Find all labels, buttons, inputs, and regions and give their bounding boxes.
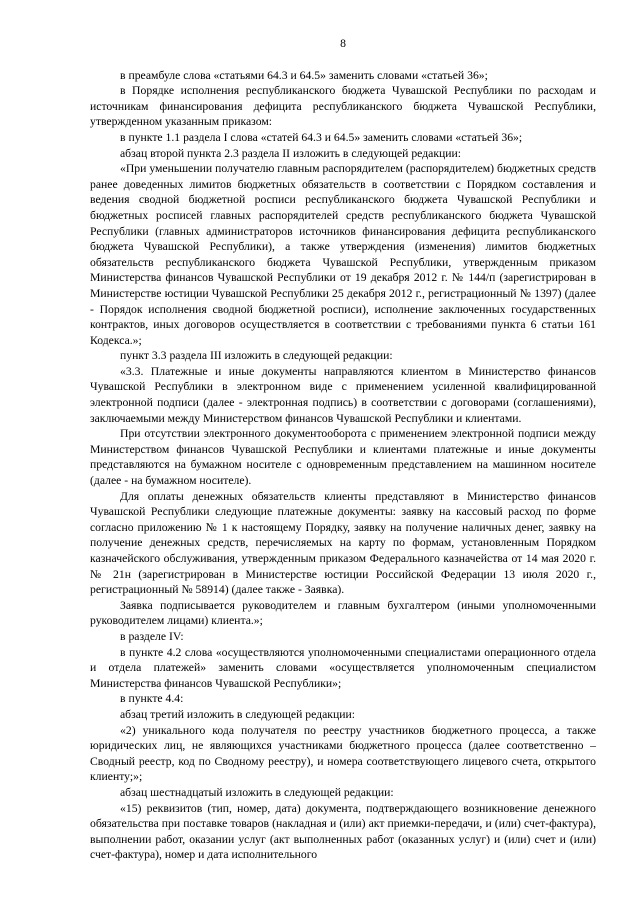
paragraph: «При уменьшении получателю главным распорядителем (распорядителем) бюджетных средств ранее доведенных лимитов бюджетных обязательств в соответствии с Порядком составления и ведения сводной бюджетной росписи республиканского бюджета Чувашской Республики и бюджетных росписей главных распорядителей средств республиканского бюджета Чувашской Республики (главных администраторов источников финансирования дефицита республиканского бюджета Чувашской Республики), а также утверждения (изменения) лимитов бюджетных обязательств республиканского бюджета Чувашской Республики, утвержденным приказом Министерства финансов Чувашской Республики от 19 декабря 2012 г. № 144/п (зарегистрирован в Министерстве юстиции Чувашской Республики 25 декабря 2012 г., регистрационный № 1397) (далее - Порядок исполнения сводной бюджетной росписи), исполнение заключенных государственных контрактов, иных договоров осуществляется в соответствии с требованиями пункта 6 статьи 161 Кодекса.»; [90, 162, 596, 347]
paragraph: в преамбуле слова «статьями 64.3 и 64.5» заменить словами «статьей 36»; [120, 68, 488, 82]
paragraph: пункт 3.3 раздела III изложить в следующей редакции: [120, 349, 393, 363]
paragraph: абзац второй пункта 2.3 раздела II изложить в следующей редакции: [120, 146, 462, 160]
paragraph: в пункте 4.4: [120, 692, 184, 706]
paragraph: «15) реквизитов (тип, номер, дата) документа, подтверждающего возникновение денежного обязательства при поставке товаров (накладная и (или) акт приемки-передачи, и (или) счет-фактура), выполнении работ, оказании услуг (акт выполненных работ (оказанных услуг) и (или) счет и (или) счет-фактура), номер и дата исполнительного [90, 801, 596, 862]
paragraph: абзац третий изложить в следующей редакции: [120, 707, 355, 721]
paragraph: Заявка подписывается руководителем и главным бухгалтером (иными уполномоченными руководителем лицами) клиента.»; [90, 598, 596, 628]
paragraph: Для оплаты денежных обязательств клиенты представляют в Министерство финансов Чувашской Республики следующие платежные документы: заявку на кассовый расход по форме согласно приложению № 1 к настоящему Порядку, заявку на получение наличных денег, заявку на получение денежных средств, перечисляемых на карту по формам, установленным Порядком казначейского обслуживания, утвержденным приказом Федерального казначейства от 14 мая 2020 г. № 21н (зарегистрирован в Министерстве юстиции Российской Федерации 13 июля 2020 г., регистрационный № 58914) (далее также - Заявка). [90, 489, 596, 597]
paragraph: «2) уникального кода получателя по реестру участников бюджетного процесса, а также юридических лиц, не являющихся участниками бюджетного процесса (далее соответственно – Сводный реестр, код по Сводному реестру), и номера соответствующего лицевого счета, открытого клиенту;»; [90, 723, 596, 784]
paragraph: в пункте 4.2 слова «осуществляются уполномоченными специалистами операционного отдела и отдела платежей» заменить словами «осуществляется уполномоченным специалистом Министерства финансов Чувашской Республики»; [90, 645, 596, 690]
paragraph: в Порядке исполнения республиканского бюджета Чувашской Республики по расходам и источникам финансирования дефицита республиканского бюджета Чувашской Республики, утвержденном указанным приказом: [90, 84, 596, 129]
paragraph: При отсутствии электронного документооборота с применением электронной подписи между Министерством финансов Чувашской Республики и клиентами платежные и иные документы представляются на бумажном носителе с одновременным представлением на машинном носителе (далее - на бумажном носителе). [90, 427, 596, 488]
paragraph: абзац шестнадцатый изложить в следующей редакции: [120, 785, 394, 799]
paragraph: в пункте 1.1 раздела I слова «статей 64.3 и 64.5» заменить словами «статьей 36»; [120, 130, 523, 144]
page-number: 8 [340, 37, 346, 50]
paragraph: «3.3. Платежные и иные документы направляются клиентом в Министерство финансов Чувашской Республики в электронном виде с применением усиленной квалифицированной электронной подписи (далее - электронная подпись) в соответствии с договорами (соглашениями), заключаемыми между Министерством финансов Чувашской Республики и клиентами. [90, 364, 596, 425]
paragraph: в разделе IV: [120, 629, 184, 643]
